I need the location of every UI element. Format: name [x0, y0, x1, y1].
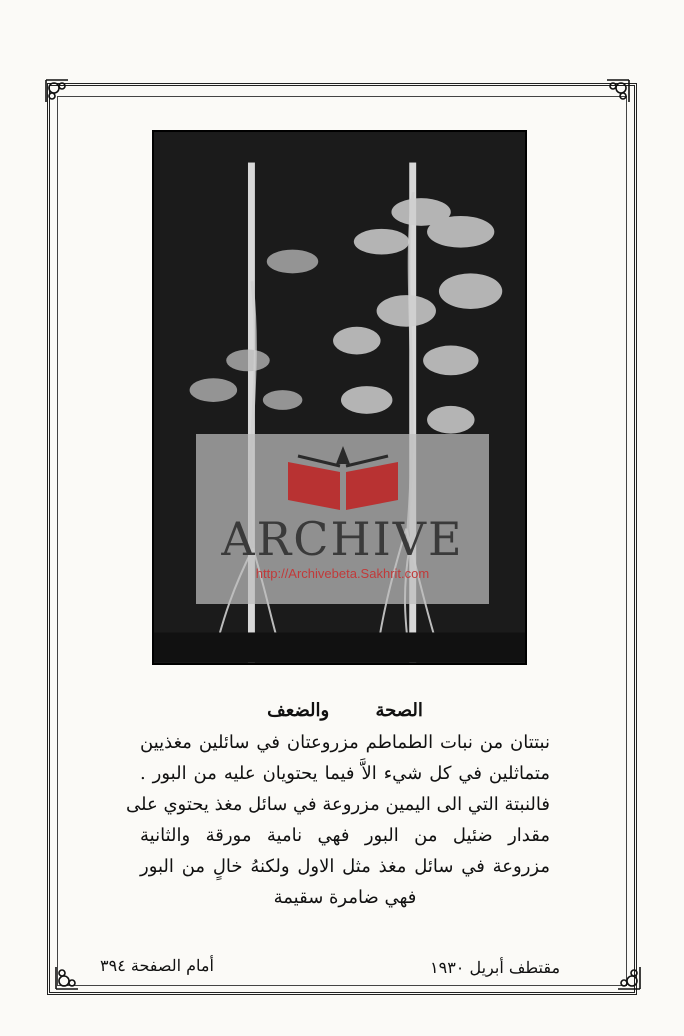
caption-title: الصحة والضعف [267, 700, 423, 721]
watermark-url: http://Archivebeta.Sakhrit.com [255, 566, 430, 581]
watermark-title: ARCHIVE [221, 512, 464, 566]
corner-ornament-icon [614, 963, 644, 993]
corner-ornament-icon [42, 76, 72, 106]
page-reference: أمام الصفحة ٣٩٤ [100, 956, 214, 975]
caption-line: نبتتان من نبات الطماطم مزروعتان في سائلين مغذيين [140, 732, 550, 753]
caption-line: متماثلين في كل شيء الاَّ فيما يحتويان عليه من البور . [140, 763, 550, 784]
corner-ornament-icon [603, 76, 633, 106]
caption-line: مقدار ضئيل من البور فهي نامية مورقة والثانية [140, 825, 550, 846]
archive-watermark [196, 434, 489, 604]
caption-line: فهي ضامرة سقيمة [273, 887, 417, 908]
caption-line: مزروعة في سائل مغذ مثل الاول ولكنهُ خالٍ من البور [140, 856, 550, 877]
corner-ornament-icon [52, 963, 82, 993]
open-book-icon [278, 442, 408, 512]
issue-reference: مقتطف أبريل ١٩٣٠ [430, 958, 561, 977]
caption-line: فالنبتة التي الى اليمين مزروعة في سائل مغذ يحتوي على [126, 794, 550, 815]
photo-caption [126, 700, 550, 913]
